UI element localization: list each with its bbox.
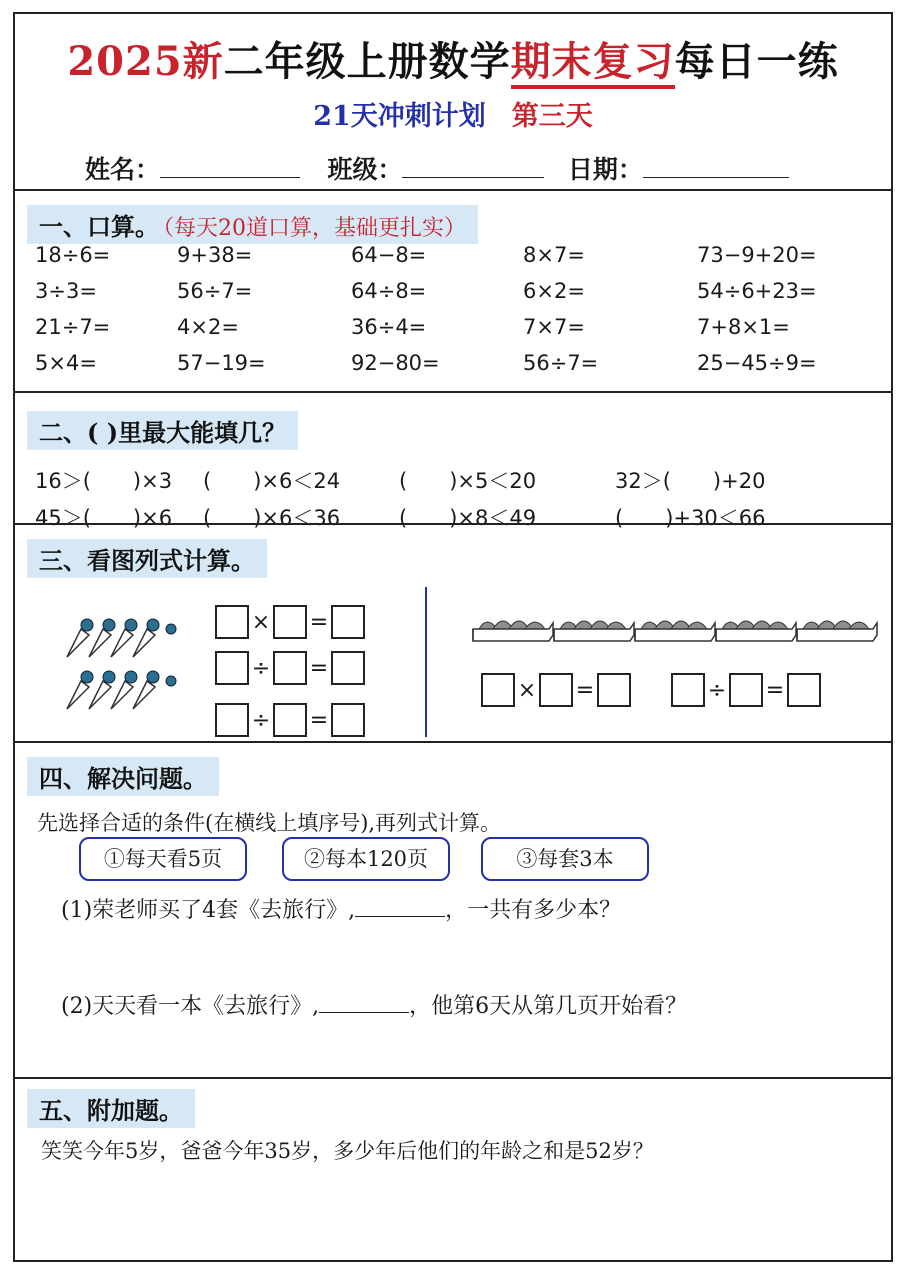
answer-box[interactable]: [215, 703, 249, 737]
section-oral-calc: [15, 189, 891, 391]
oral-calc-item: 92−80=: [351, 351, 440, 375]
subtitle: [15, 94, 891, 133]
carrots-picture: [59, 609, 189, 719]
equation-multiply: × =: [215, 605, 365, 639]
oral-calc-item: 36÷4=: [351, 315, 427, 339]
inequality-item: ( )×6＜36: [203, 506, 341, 530]
answer-box[interactable]: [331, 605, 365, 639]
oral-calc-item: 21÷7=: [35, 315, 111, 339]
section-bonus: [15, 1077, 891, 1262]
divider-line: [425, 587, 427, 737]
problem-instruction: 先选择合适的条件(在横线上填序号),再列式计算。: [37, 811, 502, 835]
inequality-item: ( )×6＜24: [203, 469, 341, 493]
title-daily: 每日一练: [674, 38, 839, 85]
section1-note: （每天20道口算，基础更扎实）: [163, 216, 466, 241]
oral-calc-item: 73−9+20=: [697, 243, 817, 267]
condition-blank-2[interactable]: [319, 993, 409, 1013]
inequality-item: 45＞( )×6: [35, 506, 173, 530]
condition-option-3[interactable]: ③每套3本: [481, 837, 649, 881]
question-1: (1)荣老师买了4套《去旅行》, ，一共有多少本？: [61, 898, 622, 923]
inequality-item: ( )×5＜20: [399, 469, 537, 493]
oral-calc-item: 6×2=: [523, 279, 585, 303]
answer-box[interactable]: [671, 673, 705, 707]
egg-trays-picture: [471, 607, 881, 647]
class-field[interactable]: [402, 152, 544, 178]
section5-heading: 五、附加题。: [27, 1089, 195, 1128]
equation-right-multiply: × =: [481, 673, 631, 707]
name-field[interactable]: [160, 152, 300, 178]
student-info: [85, 150, 789, 186]
section-picture-calc: [15, 523, 891, 741]
inequality-item: ( )×8＜49: [399, 506, 537, 530]
class-label: 班级：: [327, 155, 403, 184]
oral-calc-item: 18÷6=: [35, 243, 111, 267]
condition-option-2[interactable]: ②每本120页: [282, 837, 450, 881]
equation-divide-1: ÷ =: [215, 651, 365, 685]
question-2: (2)天天看一本《去旅行》, ，他第6天从第几页开始看？: [61, 994, 688, 1019]
condition-blank-1[interactable]: [355, 897, 445, 917]
answer-box[interactable]: [729, 673, 763, 707]
section-problems: [15, 741, 891, 1077]
bonus-question: 笑笑今年5岁，爸爸今年35岁，多少年后他们的年龄之和是52岁？: [41, 1139, 654, 1163]
oral-calc-item: 4×2=: [177, 315, 239, 339]
equation-divide-2: ÷ =: [215, 703, 365, 737]
condition-option-1[interactable]: ①每天看5页: [79, 837, 247, 881]
oral-calc-item: 56÷7=: [177, 279, 253, 303]
oral-calc-item: 3÷3=: [35, 279, 97, 303]
date-field[interactable]: [643, 152, 789, 178]
oral-calc-item: 56÷7=: [523, 351, 599, 375]
date-label: 日期：: [567, 155, 643, 184]
section-max-fill: [15, 391, 891, 530]
oral-calc-item: 64÷8=: [351, 279, 427, 303]
equation-right-divide: ÷ =: [671, 673, 821, 707]
subtitle-day: 第三天: [511, 101, 593, 132]
section4-heading: 四、解决问题。: [27, 757, 219, 796]
answer-box[interactable]: [215, 651, 249, 685]
inequality-item: 16＞( )×3: [35, 469, 173, 493]
answer-box[interactable]: [273, 651, 307, 685]
answer-box[interactable]: [215, 605, 249, 639]
title-review: 期末复习: [511, 38, 675, 89]
section1-heading: 一、口算。 （每天20道口算，基础更扎实）: [27, 205, 478, 244]
answer-box[interactable]: [787, 673, 821, 707]
inequality-item: ( )+30＜66: [615, 506, 766, 530]
oral-calc-item: 7×7=: [523, 315, 585, 339]
oral-calc-item: 5×4=: [35, 351, 97, 375]
answer-box[interactable]: [597, 673, 631, 707]
answer-box[interactable]: [331, 651, 365, 685]
worksheet: [13, 12, 893, 1262]
answer-box[interactable]: [273, 703, 307, 737]
section2-heading: 二、( )里最大能填几？: [27, 411, 298, 450]
inequality-item: 32＞( )+20: [615, 469, 766, 493]
oral-calc-item: 64−8=: [351, 243, 427, 267]
answer-box[interactable]: [539, 673, 573, 707]
name-label: 姓名：: [85, 155, 161, 184]
oral-calc-item: 25−45÷9=: [697, 351, 817, 375]
oral-calc-item: 7+8×1=: [697, 315, 790, 339]
answer-box[interactable]: [481, 673, 515, 707]
section3-heading: 三、看图列式计算。: [27, 539, 267, 578]
answer-box[interactable]: [331, 703, 365, 737]
oral-calc-item: 9+38=: [177, 243, 253, 267]
oral-calc-item: 8×7=: [523, 243, 585, 267]
subtitle-plan: 21天冲刺计划: [313, 101, 486, 132]
answer-box[interactable]: [273, 605, 307, 639]
oral-calc-item: 54÷6+23=: [697, 279, 817, 303]
title-year: 2025新: [67, 38, 224, 85]
oral-calc-item: 57−19=: [177, 351, 266, 375]
page-title: [15, 30, 891, 87]
title-grade: 二年级上册数学: [223, 38, 511, 85]
